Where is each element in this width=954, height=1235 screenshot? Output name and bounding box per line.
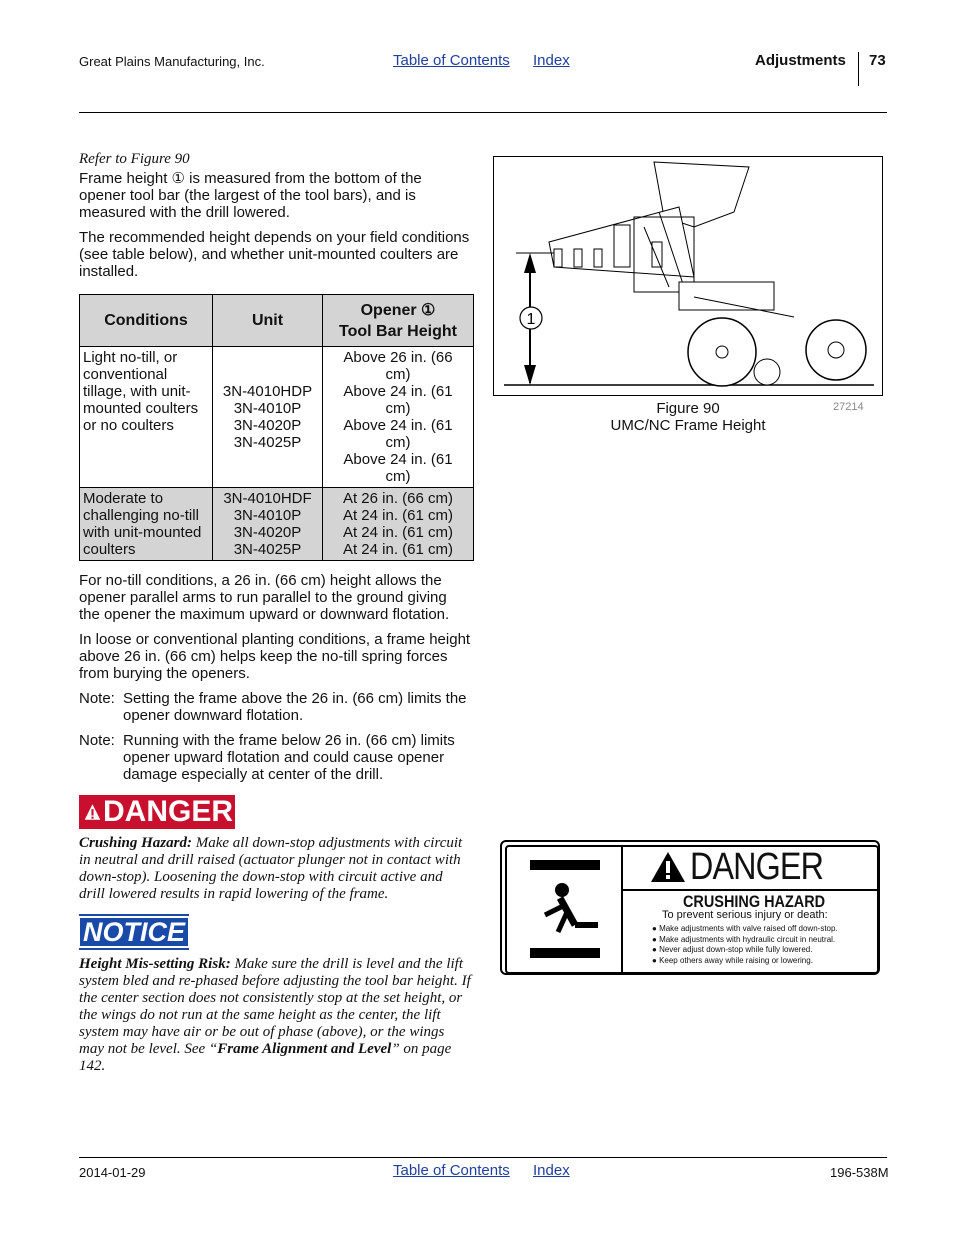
- danger-text: Make all down-stop adjustments with circuit in neutral and drill raised (actuator plunger not in contact with down-stop). Loosening the down-stop with circuit active and drill lowered results in rapid lowering of the frame.: [79, 835, 463, 902]
- header-divider: [858, 52, 859, 86]
- condition-cell: Moderate to challenging no-till with unit-mounted coulters: [80, 488, 213, 561]
- notice-message: [79, 956, 471, 1075]
- notice-text-b: ” on page 142.: [79, 1041, 452, 1074]
- header-rule: [79, 112, 887, 113]
- index-link-bottom[interactable]: Index: [533, 1162, 570, 1179]
- company-name: Great Plains Manufacturing, Inc.: [79, 54, 265, 69]
- col-header-unit: Unit: [213, 295, 323, 347]
- toc-link-bottom[interactable]: Table of Contents: [393, 1162, 510, 1179]
- height-value: At 24 in. (61 cm): [342, 541, 454, 558]
- footer-date: 2014-01-29: [79, 1165, 146, 1180]
- toolbar-height-label: Tool Bar Height: [339, 322, 457, 340]
- figure-90-frame: [493, 156, 883, 396]
- danger-decal: [500, 840, 880, 975]
- figure-caption: [493, 400, 883, 434]
- unit-value: 3N-4025P: [233, 434, 302, 451]
- decal-warning-icon: [650, 851, 686, 883]
- decal-bullet-text: Keep others away while raising or lowering.: [659, 955, 813, 965]
- danger-banner-label: DANGER: [102, 795, 233, 828]
- unit-value: 3N-4025P: [233, 541, 302, 558]
- notice-title: Height Mis-setting Risk:: [79, 956, 231, 972]
- warning-triangle-icon: [84, 800, 101, 824]
- paragraph-recommended-height: The recommended height depends on your field conditions (see table below), and whether unit-mounted coulters are installed.: [79, 229, 470, 280]
- frame-alignment-link[interactable]: Frame Alignment and Level: [217, 1041, 392, 1057]
- decal-bullet-text: Never adjust down-stop while fully lowered.: [659, 945, 813, 954]
- footer-rule: [79, 1157, 887, 1158]
- unit-value: 3N-4020P: [233, 417, 302, 434]
- decal-title-bar: [623, 845, 877, 891]
- decal-bullet: ● Never adjust down-stop while fully lowered.: [652, 945, 813, 954]
- unit-value: 3N-4010P: [233, 400, 302, 417]
- decal-bullet: ● Keep others away while raising or lowering.: [652, 955, 813, 965]
- danger-title: Crushing Hazard:: [79, 835, 192, 851]
- toc-link-top[interactable]: Table of Contents: [393, 52, 510, 69]
- decal-lead: To prevent serious injury or death:: [662, 909, 828, 921]
- frame-height-callout: 1: [526, 311, 536, 328]
- decal-bullet: ● Make adjustments with hydraulic circuit in neutral.: [652, 934, 836, 944]
- notice-text-a: Make sure the drill is level and the lift system bled and re-phased before adjusting the tool bar height. If the center section does not consistently stop at the set height, or the wings do not run at the same height as the center, the lift system may have air or be out of phase (above), or the wings may not be level. See “: [79, 956, 471, 1057]
- col-header-opener: [323, 295, 474, 347]
- note-above-limit: [79, 690, 471, 724]
- note-below-limit: [79, 732, 471, 783]
- unit-value: 3N-4010HDF: [223, 490, 312, 507]
- unit-cell: [213, 347, 323, 488]
- notice-banner-label: NOTICE: [78, 916, 190, 948]
- note-label: Note:: [79, 690, 115, 707]
- height-value: At 24 in. (61 cm): [342, 524, 454, 541]
- table-row: [80, 347, 474, 488]
- height-cell: [323, 488, 474, 561]
- figure-id: 27214: [833, 401, 864, 413]
- height-value: Above 24 in. (61 cm): [343, 383, 453, 417]
- decal-title: DANGER: [690, 845, 824, 888]
- crushing-pictogram-icon: [520, 860, 610, 960]
- figure-title: UMC/NC Frame Height: [610, 417, 766, 434]
- decal-bullets: [652, 924, 838, 966]
- table-row: [80, 488, 474, 561]
- col-header-conditions: Conditions: [80, 295, 213, 347]
- figure-reference: Refer to Figure 90: [79, 151, 190, 167]
- figure-number: Figure 90: [656, 400, 720, 417]
- note-text: Setting the frame above the 26 in. (66 cm) limits the opener downward flotation.: [123, 690, 467, 724]
- danger-message: [79, 835, 471, 903]
- unit-cell: [213, 488, 323, 561]
- note-text: Running with the frame below 26 in. (66 cm) limits opener upward flotation and could cause opener damage especially at center of the drill.: [123, 732, 455, 783]
- height-cell: [323, 347, 474, 488]
- index-link-top[interactable]: Index: [533, 52, 570, 69]
- unit-value: 3N-4010HDP: [222, 383, 313, 400]
- decal-bullet: ● Make adjustments with valve raised off down-stop.: [652, 924, 838, 933]
- condition-cell: Light no-till, or conventional tillage, with unit-mounted coulters or no coulters: [80, 347, 213, 488]
- decal-bullet-text: Make adjustments with hydraulic circuit in neutral.: [659, 934, 836, 944]
- height-value: Above 24 in. (61 cm): [343, 451, 453, 485]
- decal-hazard: CRUSHING HAZARD: [683, 892, 826, 911]
- note-label: Note:: [79, 732, 115, 749]
- danger-banner: [79, 795, 235, 829]
- paragraph-no-till: For no-till conditions, a 26 in. (66 cm) height allows the opener parallel arms to run parallel to the ground giving the opener the maximum upward or downward flotation.: [79, 572, 450, 623]
- unit-value: 3N-4020P: [233, 524, 302, 541]
- frame-height-table: [79, 294, 474, 561]
- opener-label: Opener ①: [360, 301, 436, 319]
- unit-value: 3N-4010P: [233, 507, 302, 524]
- drill-frame-illustration: [494, 157, 882, 395]
- paragraph-frame-height: Frame height ① is measured from the bottom of the opener tool bar (the largest of the tool bars), and is measured with the drill lowered.: [79, 170, 422, 221]
- height-value: Above 24 in. (61 cm): [343, 417, 453, 451]
- decal-bullet-text: Make adjustments with valve raised off down-stop.: [659, 924, 838, 933]
- height-value: At 24 in. (61 cm): [342, 507, 454, 524]
- height-value: At 26 in. (66 cm): [342, 490, 454, 507]
- notice-banner: [79, 914, 189, 950]
- section-title: Adjustments: [755, 52, 846, 69]
- paragraph-conventional: In loose or conventional planting conditions, a frame height above 26 in. (66 cm) helps keep the no-till spring forces from burying the openers.: [79, 631, 471, 682]
- page-number: 73: [869, 52, 886, 69]
- height-value: Above 26 in. (66 cm): [343, 349, 453, 383]
- document-number: 196-538M: [830, 1165, 889, 1180]
